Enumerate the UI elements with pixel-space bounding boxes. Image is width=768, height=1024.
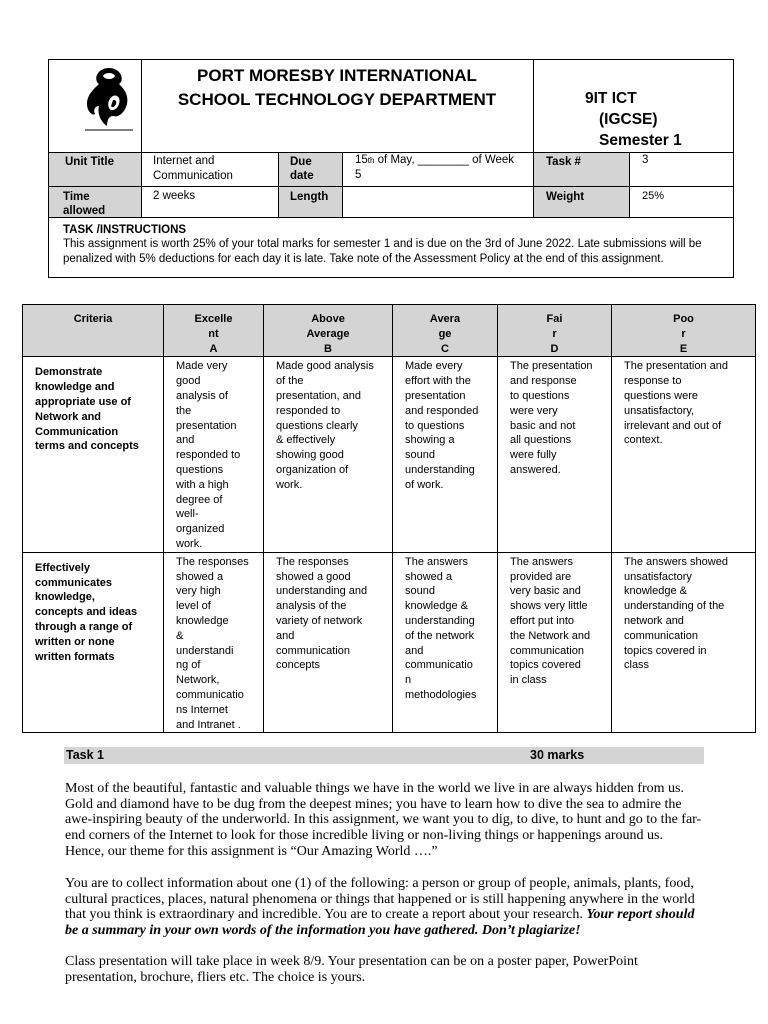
rubric-cell-average: The answers showed a sound knowledge & understanding of the network and communicatio n methodologies bbox=[393, 552, 498, 733]
due-date-label: Due date bbox=[290, 156, 314, 182]
task-number-value: 3 bbox=[642, 154, 649, 166]
task-number-label: Task # bbox=[546, 156, 581, 168]
rubric-cell-fair: The answers provided are very basic and shows very little effort put into the Network and communication topics covered in class bbox=[498, 552, 612, 733]
rubric-header-above-average: Above Average B bbox=[264, 305, 393, 357]
rubric-cell-poor: The answers showed unsatisfactory knowledge & understanding of the network and communication topics covered in class bbox=[612, 552, 756, 733]
rubric-row bbox=[23, 552, 756, 733]
rubric-header-poor: Poo r E bbox=[612, 305, 756, 357]
assignment-header bbox=[48, 59, 734, 278]
rubric-cell-excellent: The responses showed a very high level of knowledge & understandi ng of Network, communicatio ns Internet and Intranet . bbox=[164, 552, 264, 733]
unit-title-value: Internet and Communication bbox=[153, 155, 233, 182]
task1-title: Task 1 bbox=[66, 748, 104, 762]
weight-label: Weight bbox=[546, 191, 585, 203]
rubric-header-excellent: Excelle nt A bbox=[164, 305, 264, 357]
rubric-cell-excellent: Made very good analysis of the presentation and responded to questions with a high degree of well- organized work. bbox=[164, 357, 264, 552]
rubric-cell-fair: The presentation and response to questions were very basic and not all questions were fully answered. bbox=[498, 357, 612, 552]
task1-paragraph-2: You are to collect information about one (1) of the following: a person or group of people, animals, plants, food, cultural practices, places, natural phenomena or things that happened or is still happening anywhere in the world that you think is extraordinary and incredible. You are to create a report about your research. Your report should be a summary in your own words of the information you have gathered. Don’t plagiarize! bbox=[65, 876, 695, 939]
due-date-value: 15th of May, ________ of Week 5 bbox=[355, 154, 515, 181]
assessment-rubric bbox=[22, 304, 756, 733]
rubric-cell-above-average: The responses showed a good understanding and analysis of the variety of network and communication concepts bbox=[264, 552, 393, 733]
school-title: PORT MORESBY INTERNATIONAL SCHOOL TECHNOLOGY DEPARTMENT bbox=[177, 66, 497, 109]
rubric-header-row bbox=[23, 305, 756, 357]
rubric-cell-above-average: Made good analysis of the presentation, and responded to questions clearly & effectively showing good organization of work. bbox=[264, 357, 393, 552]
weight-value: 25% bbox=[642, 190, 665, 202]
time-allowed-label: Time allowed bbox=[63, 191, 106, 217]
course-info: 9IT ICT (IGCSE) Semester 1 bbox=[585, 90, 682, 149]
task1-heading bbox=[64, 747, 704, 764]
rubric-criterion: Effectively communicates knowledge, concepts and ideas through a range of written or none written formats bbox=[23, 552, 164, 733]
task1-marks: 30 marks bbox=[530, 748, 585, 762]
rubric-criterion: Demonstrate knowledge and appropriate use of Network and Communication terms and concepts bbox=[23, 357, 164, 552]
rubric-header-criteria: Criteria bbox=[23, 305, 164, 357]
task1-paragraph-1: Most of the beautiful, fantastic and valuable things we have in the world we live in are always hidden from us. Gold and diamond have to be dug from the deepest mines; you have to learn how to dive the sea to admire the awe-inspiring beauty of the underworld. In this assignment, we want you to dig, to dive, to hunt and go to the far-end corners of the Internet to look for those incredible living or non-living things or happenings around us. Hence, our theme for this assignment is “Our Amazing World ….” bbox=[65, 781, 702, 859]
rubric-cell-average: Made every effort with the presentation and responded to questions showing a sound understanding of work. bbox=[393, 357, 498, 552]
task1-paragraph-3: Class presentation will take place in week 8/9. Your presentation can be on a poster paper, PowerPoint presentation, brochure, fliers etc. The choice is yours. bbox=[65, 954, 638, 985]
rubric-header-average: Avera ge C bbox=[393, 305, 498, 357]
length-label: Length bbox=[290, 191, 329, 203]
unit-title-label: Unit Title bbox=[65, 156, 114, 168]
rubric-cell-poor: The presentation and response to questions were unsatisfactory, irrelevant and out of context. bbox=[612, 357, 756, 552]
task-instructions: TASK /INSTRUCTIONS This assignment is worth 25% of your total marks for semester 1 and is due on the 3rd of June 2022. Late submissions will be penalized with 5% deductions for each day it is late. Take note of the Assessment Policy at the end of this assignment. bbox=[63, 224, 702, 265]
rubric-row bbox=[23, 357, 756, 552]
rubric-header-fair: Fai r D bbox=[498, 305, 612, 357]
school-logo bbox=[83, 66, 135, 132]
time-allowed-value: 2 weeks bbox=[153, 190, 196, 202]
